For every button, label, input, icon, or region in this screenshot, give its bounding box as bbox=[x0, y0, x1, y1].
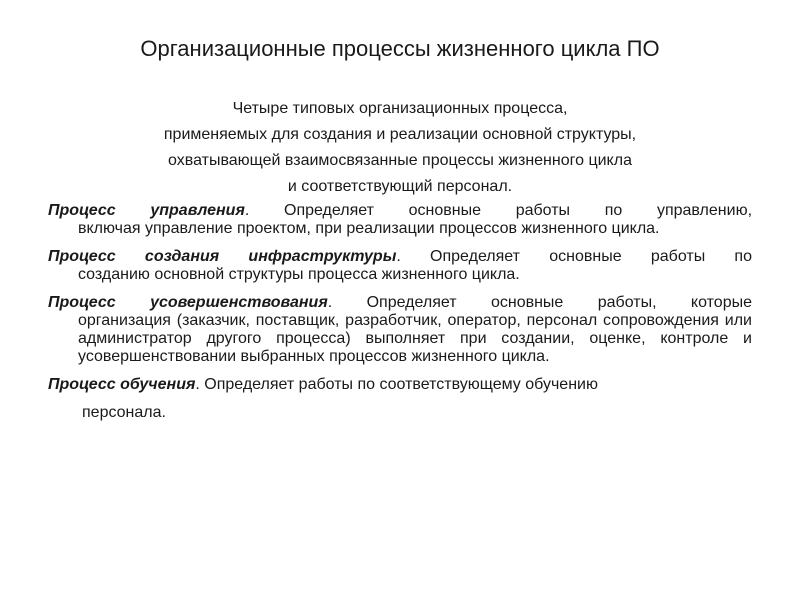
process-first-line bbox=[48, 202, 752, 220]
process-description: созданию основной структуры процесса жизненного цикла. bbox=[78, 266, 520, 283]
process-description-start: . Определяет работы по соответствующему обучению bbox=[195, 376, 598, 393]
intro-text bbox=[60, 96, 740, 200]
intro-line: Четыре типовых организационных процесса, bbox=[232, 100, 568, 117]
process-description-start: . Определяет основные работы, которые bbox=[327, 294, 752, 311]
process-training bbox=[48, 376, 752, 422]
slide-title: Организационные процессы жизненного цикла ПО bbox=[140, 36, 660, 61]
process-first-line bbox=[48, 248, 752, 266]
process-list bbox=[48, 202, 752, 432]
process-name: Процесс создания инфраструктуры bbox=[48, 248, 397, 265]
process-management bbox=[48, 202, 752, 238]
process-description-start: . Определяет основные работы по bbox=[396, 248, 752, 265]
process-name: Процесс управления bbox=[48, 202, 245, 219]
process-first-line bbox=[48, 294, 752, 312]
process-infrastructure bbox=[48, 248, 752, 284]
process-description: включая управление проектом, при реализации процессов жизненного цикла. bbox=[78, 220, 660, 237]
process-name: Процесс обучения bbox=[48, 376, 196, 393]
intro-line: применяемых для создания и реализации основной структуры, bbox=[163, 126, 637, 143]
process-improvement bbox=[48, 294, 752, 366]
process-description: персонала. bbox=[82, 404, 166, 421]
intro-line: охватывающей взаимосвязанные процессы жизненного цикла bbox=[168, 152, 632, 169]
process-first-line bbox=[48, 376, 752, 394]
process-name: Процесс усовершенствования bbox=[48, 294, 328, 311]
intro-line: и соответствующий персонал. bbox=[287, 178, 513, 195]
process-description-start: . Определяет основные работы по управлению, bbox=[244, 202, 753, 219]
process-description: организация (заказчик, поставщик, разработчик, оператор, персонал сопровождения или администратор другого процесса) выполняет при создании, оценке, контроле и усовершенствовании выбранных процессов жизненного цикла. bbox=[78, 312, 752, 365]
